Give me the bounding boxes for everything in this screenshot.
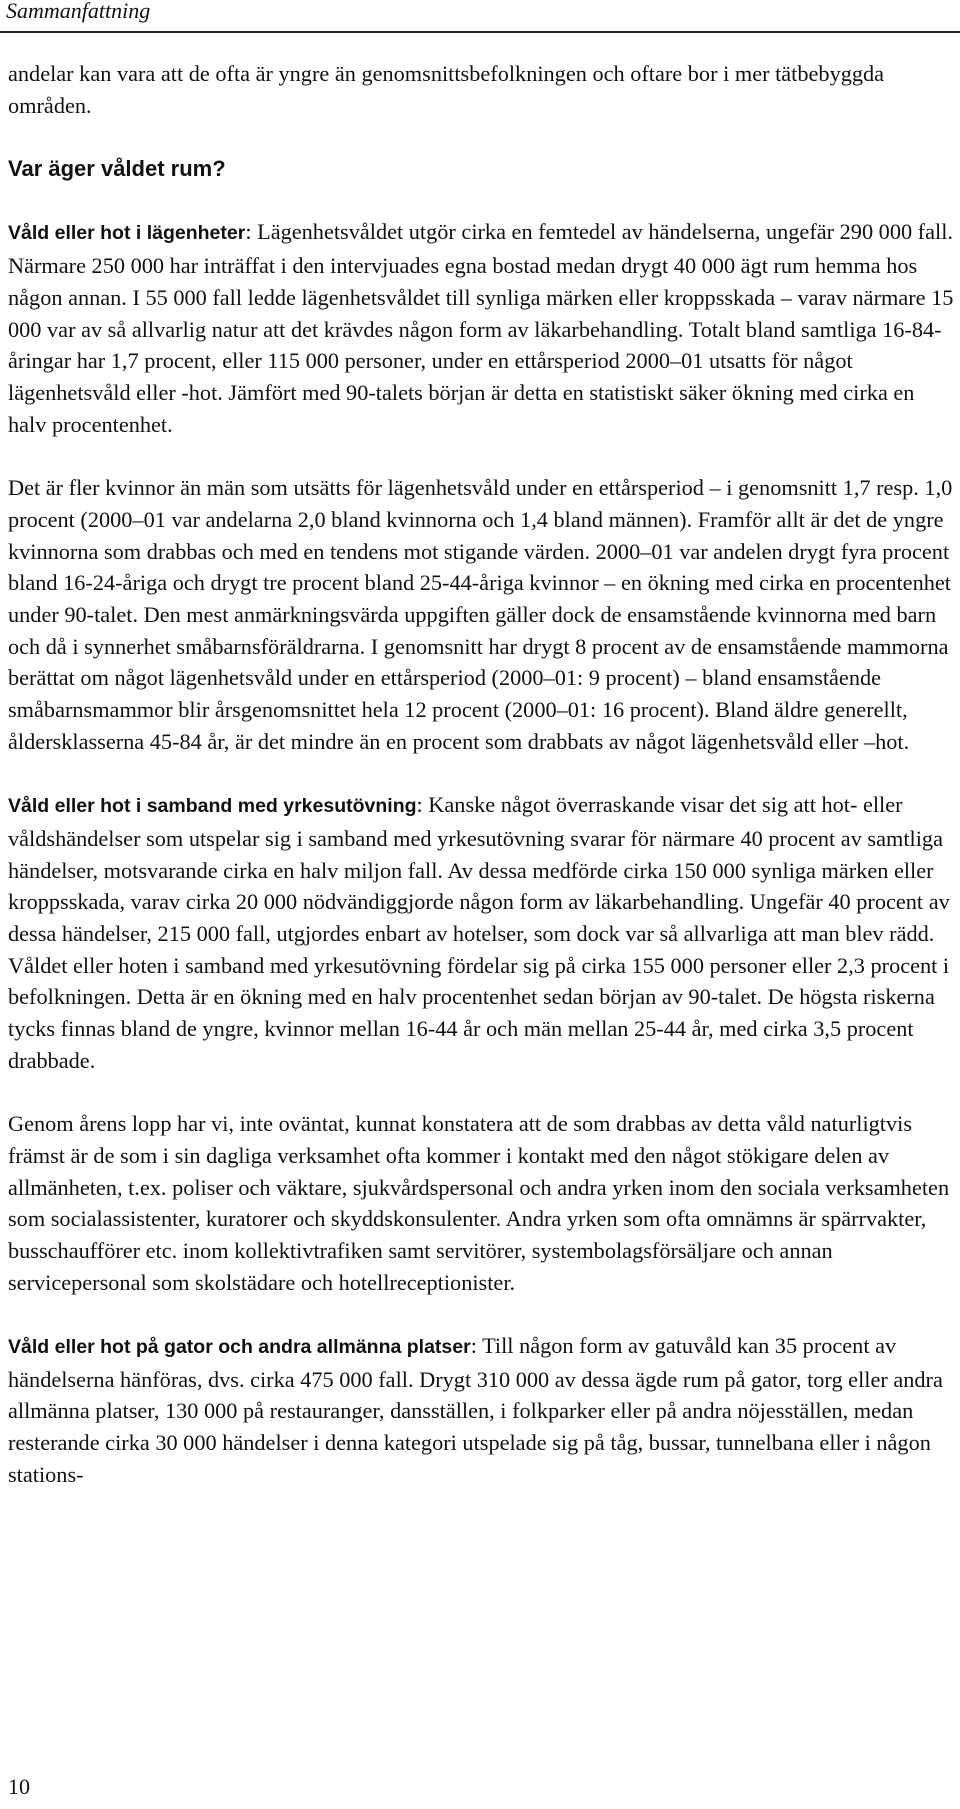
paragraph-gender-differences: Det är fler kvinnor än män som utsätts för lägenhetsvåld under en ettårsperiod – i genomsnitt 1,7 resp. 1,0 procent (2000–01 var andelarna 2,0 bland kvinnorna och 1,4 bland männen). Framför allt är det de yngre kvinnorna som drabbas och med en tendens mot stigande värden. 2000–01 var andelen drygt fyra procent bland 16-24-åriga och drygt tre procent bland 25-44-åriga kvinnor – en ökning med cirka en procentenhet under 90-talet. Den mest anmärkningsvärda uppgiften gäller dock de ensamstående kvinnorna med barn och då i synnerhet småbarnsföräldrarna. I genomsnitt har drygt 8 procent av de ensamstående mammorna berättat om något lägenhetsvåld under en ettårsperiod (2000–01: 9 procent) – bland ensamstående småbarnsmammor blir årsgenomsnittet hela 12 procent (2000–01: 16 procent). Bland äldre generellt, åldersklasserna 45-84 år, är det mindre än en procent som drabbats av något lägenhetsvåld eller –hot.: [8, 475, 953, 754]
paragraph-lead: Våld eller hot i lägenheter: [8, 222, 246, 245]
paragraph-apartment-violence: [8, 216, 954, 440]
header-rule: [0, 31, 960, 33]
paragraph-occupational-violence: [8, 789, 954, 1076]
page-number: 10: [8, 1774, 30, 1799]
paragraph-lead: Våld eller hot i samband med yrkesutövning: [8, 795, 417, 818]
running-header: Sammanfattning: [6, 0, 151, 23]
paragraph-lead: Våld eller hot på gator och andra allmänna platser: [8, 1336, 471, 1359]
paragraph-street-violence: [8, 1330, 954, 1491]
paragraph-text: : Till någon form av gatuvåld kan 35 procent av händelserna hänföras, dvs. cirka 475 000 fall. Drygt 310 000 av dessa ägde rum på gator, torg eller andra allmänna platser, 130 000 på restauranger, dansställen, i folkparker eller på andra nöjesställen, medan resterande cirka 30 000 händelser i denna kategori utspelade sig på tåg, bussar, tunnelbana eller i någon stations-: [8, 1333, 943, 1487]
paragraph-affected-professions: Genom årens lopp har vi, inte oväntat, kunnat konstatera att de som drabbas av detta våld naturligtvis främst är de som i sin dagliga verksamhet ofta kommer i kontakt med den något stökigare delen av allmänheten, t.ex. poliser och väktare, sjukvårdspersonal och andra yrken inom den sociala verksamheten som socialassistenter, kuratorer och skyddskonsulenter. Andra yrken som ofta omnämns är spärrvakter, busschaufförer etc. inom kollektivtrafiken samt servitörer, systembolagsförsäljare och annan servicepersonal som skolstädare och hotellreceptionister.: [8, 1111, 950, 1295]
page-body: [8, 58, 954, 1491]
paragraph-text: : Lägenhetsvåldet utgör cirka en femtedel av händelserna, ungefär 290 000 fall. Närmare 250 000 har inträffat i den intervjuades egna bostad medan drygt 40 000 ägt rum hemma hos någon annan. I 55 000 fall ledde lägenhetsvåldet till synliga märken eller kroppsskada – varav närmare 15 000 var av så allvarlig natur att det krävdes någon form av läkarbehandling. Totalt bland samtliga 16-84-åringar har 1,7 procent, eller 115 000 personer, under en ettårsperiod 2000–01 utsatts för något lägenhetsvåld eller -hot. Jämfört med 90-talets början är detta en statistiskt säker ökning med cirka en halv procentenhet.: [8, 219, 954, 437]
section-heading: Var äger våldet rum?: [8, 156, 226, 182]
paragraph-intro: andelar kan vara att de ofta är yngre än genomsnittsbefolkningen och oftare bor i mer tätbebyggda områden.: [8, 61, 885, 118]
paragraph-text: : Kanske något överraskande visar det sig att hot- eller våldshändelser som utspelar sig i samband med yrkesutövning svarar för närmare 40 procent av samtliga händelser, motsvarande cirka en halv miljon fall. Av dessa medförde cirka 150 000 synliga märken eller kroppsskada, varav cirka 20 000 nödvändiggjorde någon form av läkarbehandling. Ungefär 40 procent av dessa händelser, 215 000 fall, utgjordes enbart av hotelser, som dock var så allvarliga att man blev rädd. Våldet eller hoten i samband med yrkesutövning fördelar sig på cirka 155 000 personer eller 2,3 procent i befolkningen. Detta är en ökning med en halv procentenhet sedan början av 90-talet. De högsta riskerna tycks finnas bland de yngre, kvinnor mellan 16-44 år och män mellan 25-44 år, med cirka 3,5 procent drabbade.: [8, 792, 950, 1073]
